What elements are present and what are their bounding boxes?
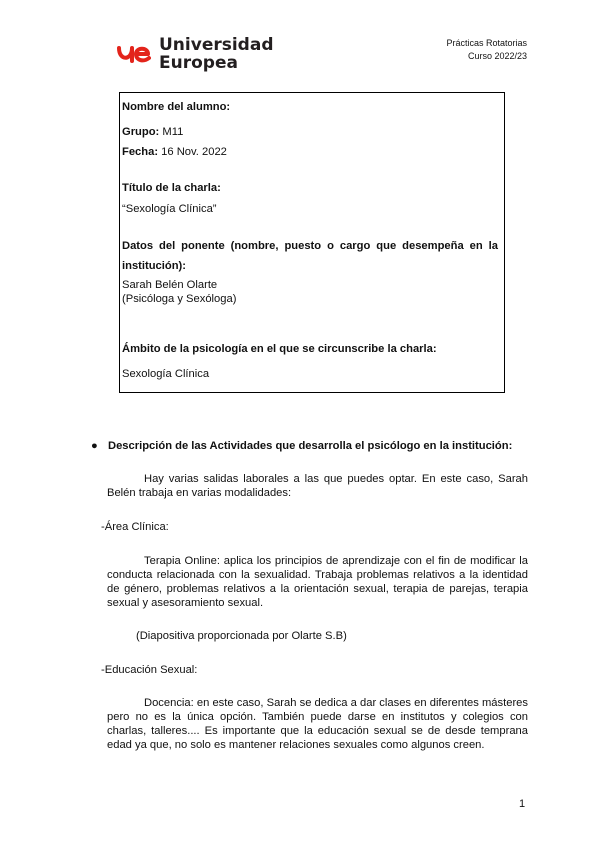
date-row	[122, 146, 227, 158]
speaker-name: Sarah Belén Olarte	[122, 279, 218, 291]
university-logo	[117, 36, 273, 72]
ue-logo-icon	[117, 39, 151, 69]
date-value: 16 Nov. 2022	[161, 146, 227, 158]
docencia-paragraph	[107, 696, 528, 752]
section-title	[91, 440, 512, 452]
area-clinica-label: -Área Clínica:	[101, 521, 169, 533]
speaker-role: (Psicóloga y Sexóloga)	[122, 293, 237, 305]
scope-label: Ámbito de la psicología en el que se circunscribe la charla:	[122, 343, 437, 355]
group-value: M11	[162, 126, 184, 138]
student-name-label: Nombre del alumno:	[122, 101, 231, 113]
student-info-box	[119, 92, 505, 393]
terapia-paragraph	[107, 554, 528, 610]
talk-title-value: “Sexología Clínica”	[122, 203, 217, 215]
bullet-icon: ●	[91, 440, 98, 452]
page-number: 1	[519, 798, 526, 810]
diapositiva-caption: (Diapositiva proporcionada por Olarte S.B)	[136, 630, 347, 642]
terapia-text: Terapia Online: aplica los principios de aprendizaje con el fin de modificar la conducta relacionada con la sexualidad. Trabaja problemas relativos a la identidad de género, problemas relativos a la orientación sexual, terapia de parejas, terapia sexual y asesoramiento sexual.	[107, 555, 528, 609]
speaker-label-line1: Datos del ponente (nombre, puesto o cargo que desempeña en la	[122, 240, 498, 252]
logo-line-1: Universidad	[159, 35, 274, 55]
course-year: Curso 2022/23	[467, 51, 527, 61]
talk-title-label: Título de la charla:	[122, 182, 221, 194]
group-row	[122, 126, 183, 138]
docencia-text: Docencia: en este caso, Sarah se dedica a dar clases en diferentes másteres pero no es la única opción. También puede darse en institutos y colegios con charlas, talleres.... Es importante que la educación sexual se de desde temprana edad ya que, no solo es mantener relaciones sexuales como algunos creen.	[107, 697, 528, 751]
section-title-text: Descripción de las Actividades que desarrolla el psicólogo en la institución:	[108, 440, 513, 452]
group-label: Grupo:	[122, 126, 160, 138]
date-label: Fecha:	[122, 146, 159, 158]
speaker-label-line2: institución):	[122, 260, 187, 272]
course-name: Prácticas Rotatorias	[446, 38, 527, 48]
educacion-sexual-label: -Educación Sexual:	[101, 664, 198, 676]
intro-text: Hay varias salidas laborales a las que puedes optar. En este caso, Sarah Belén trabaja en varias modalidades:	[107, 473, 528, 499]
scope-value: Sexología Clínica	[122, 368, 210, 380]
course-info	[446, 37, 527, 63]
intro-paragraph	[107, 472, 528, 500]
logo-line-2: Europea	[159, 53, 238, 73]
